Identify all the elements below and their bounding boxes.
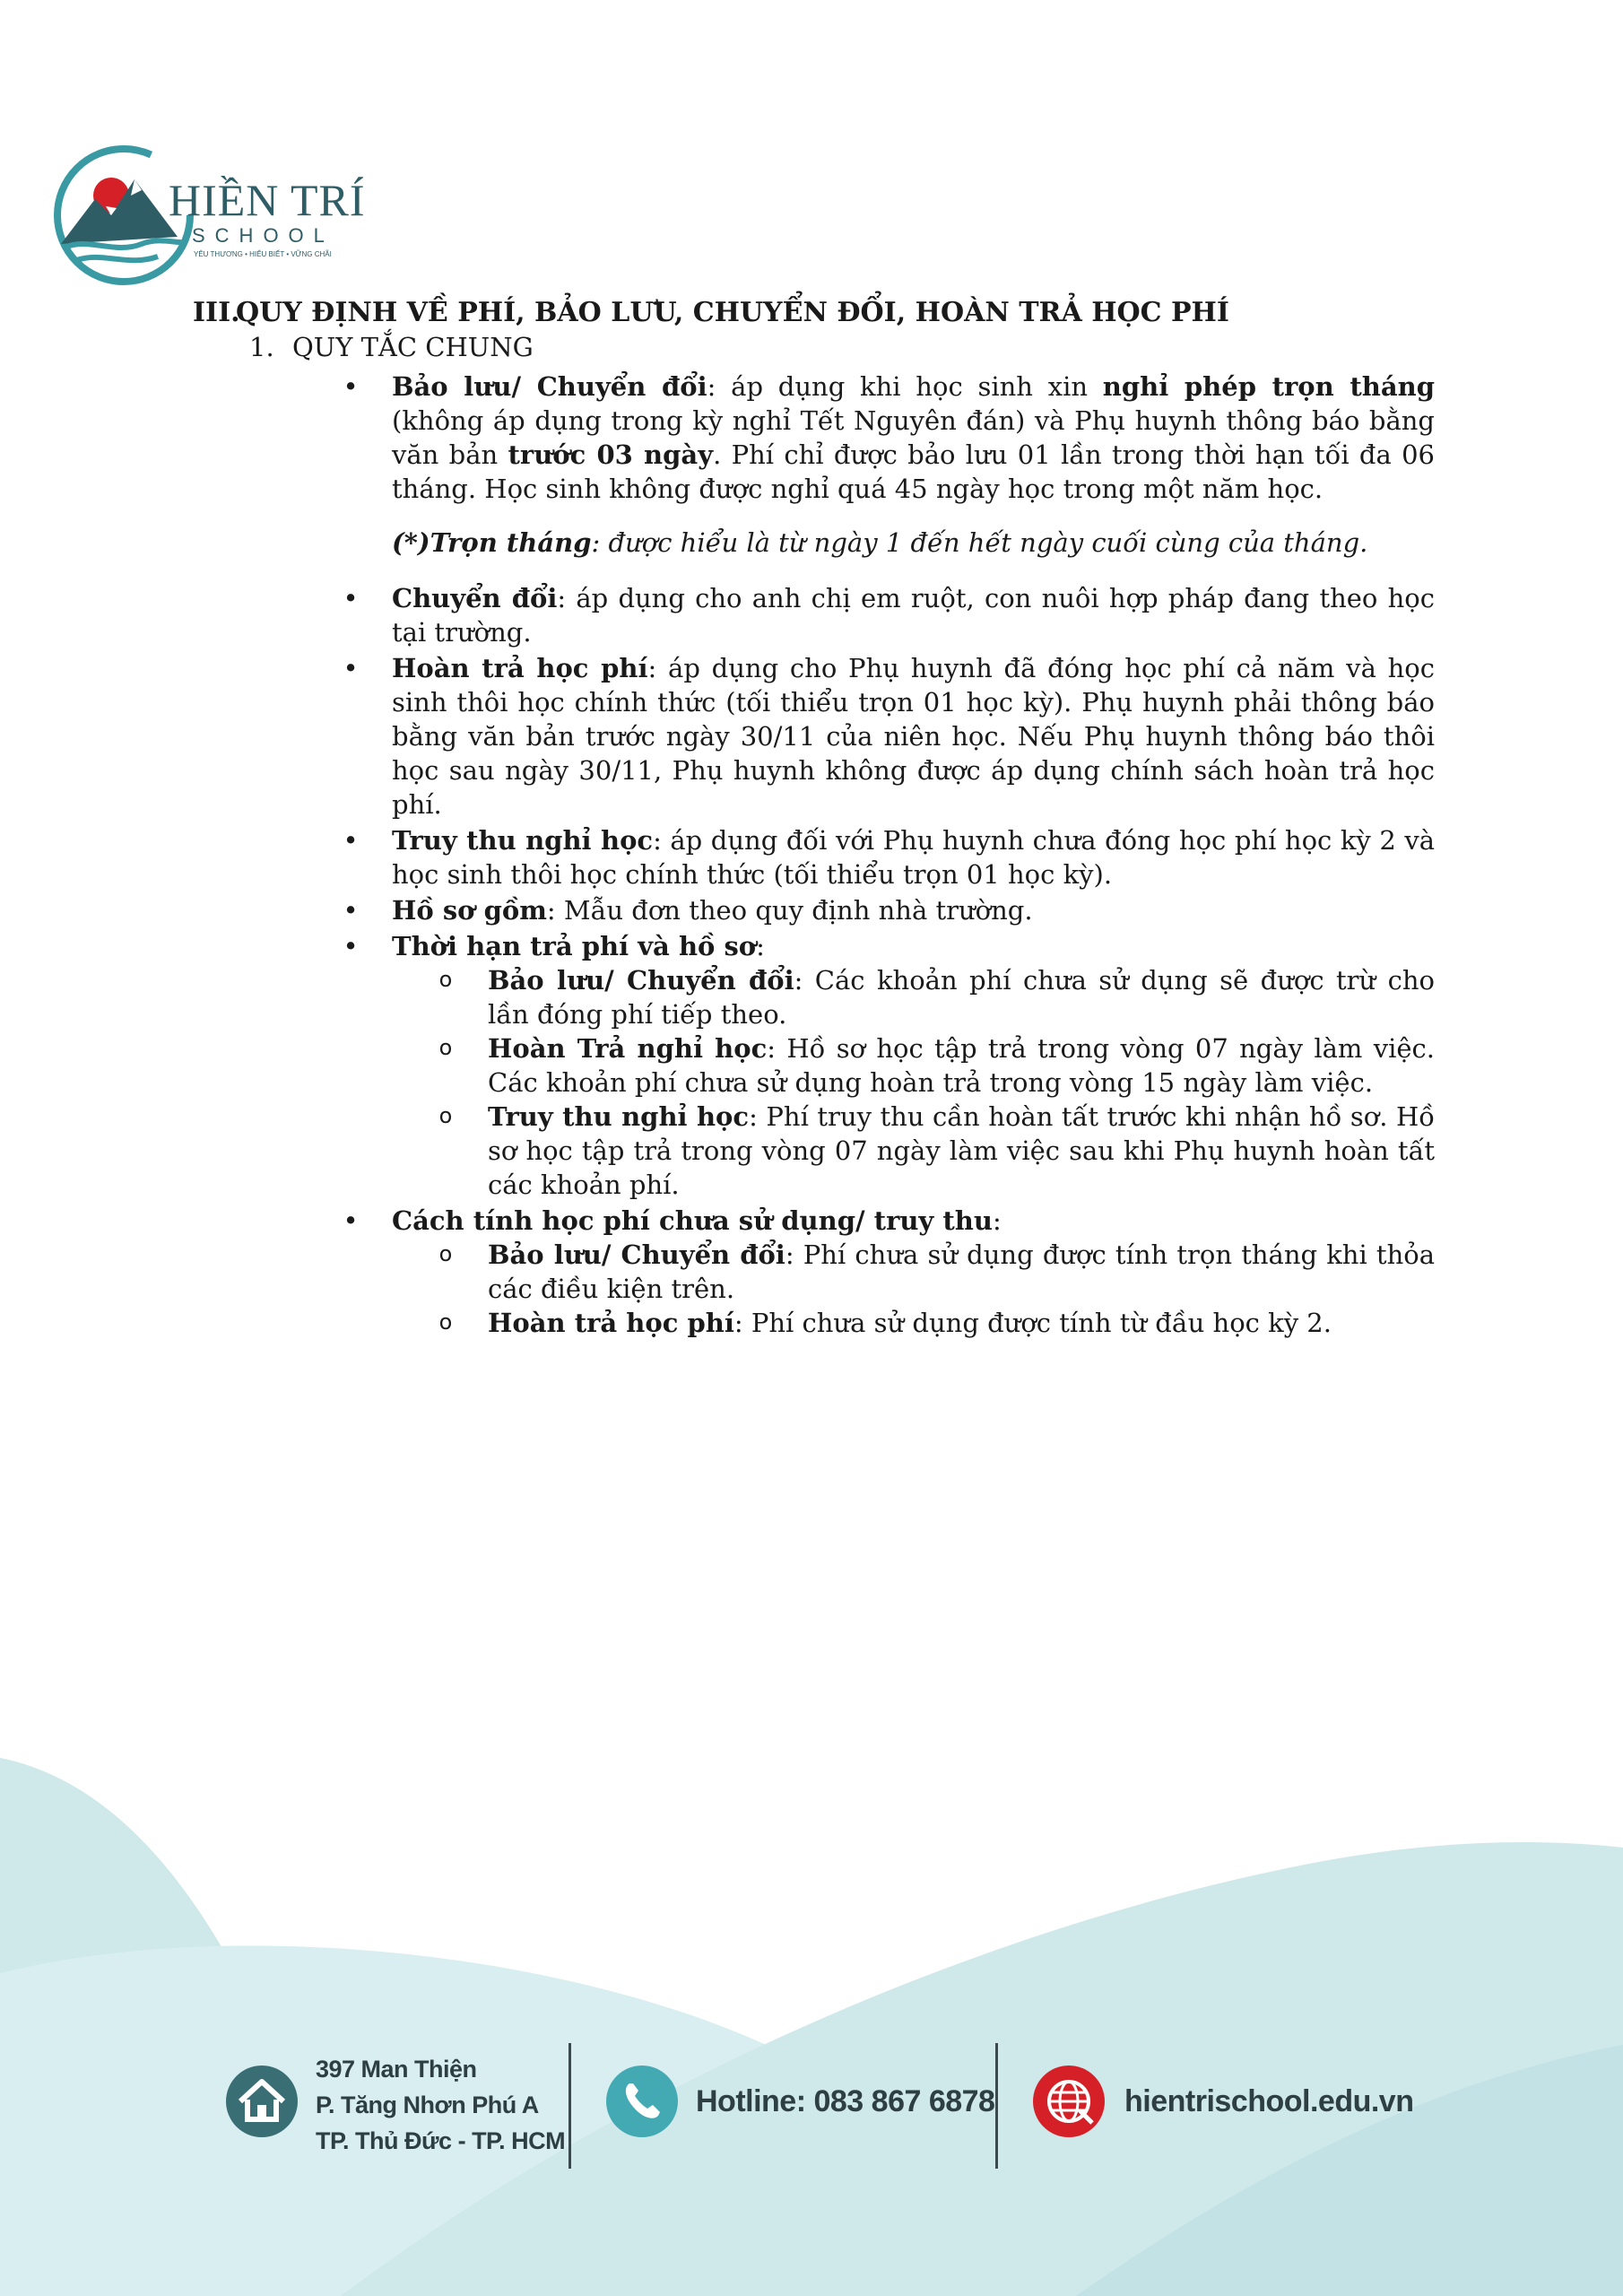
bullet: • [343,931,359,961]
sub-item [438,1306,1435,1340]
item-label: Hoàn trả học phí [392,653,648,683]
sub-list [392,1238,1435,1340]
home-icon [226,2066,298,2137]
subsection-heading [249,330,1435,364]
sub-bullet: o [438,1103,453,1128]
sub-bullet: o [438,1035,453,1060]
sub-bullet: o [438,1241,453,1266]
hotline-text[interactable]: Hotline: 083 867 6878 [696,2084,995,2118]
school-logo [52,144,375,287]
full-month-note [392,526,1435,560]
sub-list [392,963,1435,1202]
list-item-thoi-han [343,929,1436,1202]
address-line-2: P. Tăng Nhơn Phú A [316,2092,539,2118]
item-text: : [756,931,765,961]
item-label: Bảo lưu/ Chuyển đổi [392,371,707,402]
note-label: (*)Trọn tháng [392,527,592,558]
item-text: : Mẫu đơn theo quy định nhà trường. [546,895,1033,926]
address-line-3: TP. Thủ Đức - TP. HCM [316,2127,566,2154]
logo-name: HIỀN TRÍ [169,175,366,225]
note-text: : được hiểu là từ ngày 1 đến hết ngày cuối cùng của tháng. [591,527,1368,558]
sub-item-text: : Các khoản phí chưa sử dụng sẽ được trừ cho lần đóng phí tiếp theo. [488,965,1436,1030]
logo-tagline: YÊU THƯƠNG • HIỂU BIẾT • VỮNG CHÃI [194,250,332,258]
address-line-1: 397 Man Thiện [316,2056,477,2083]
item-label: Truy thu nghỉ học [392,825,654,856]
footer-divider [568,2043,571,2169]
logo-school: SCHOOL [192,224,334,247]
sub-item-text: : Phí chưa sử dụng được tính trọn tháng khi thỏa các điều kiện trên. [488,1239,1435,1304]
sub-item-label: Truy thu nghỉ học [488,1101,750,1132]
sub-item [438,1100,1435,1202]
item-text: : áp dụng cho anh chị em ruột, con nuôi hợp pháp đang theo học tại trường. [392,583,1435,648]
sub-item [438,1031,1435,1100]
list-item-hoan-tra [343,651,1436,822]
background-waves [0,1704,1623,2296]
rules-list [193,370,1435,1340]
sub-bullet: o [438,967,453,992]
section-heading [193,296,1435,330]
item-text: . Phí chỉ được bảo lưu 01 lần trong thời hạn tối đa 06 tháng. Học sinh không được nghỉ quá 45 ngày học trong một năm học. [392,439,1436,504]
item-emphasis: nghỉ phép trọn tháng [1102,371,1436,402]
bullet: • [343,371,359,402]
subsection-title: QUY TẮC CHUNG [292,332,534,362]
subsection-number: 1. [249,332,274,362]
list-item-bao-luu [343,370,1436,560]
list-item-chuyen-doi [343,581,1435,649]
sub-item-label: Bảo lưu/ Chuyển đổi [488,965,794,996]
item-text: : áp dụng khi học sinh xin [707,371,1103,402]
bullet: • [343,895,359,926]
item-emphasis: trước 03 ngày [508,439,714,470]
sub-item [438,963,1436,1031]
footer-divider [995,2043,998,2169]
bullet: • [343,653,359,683]
sub-item-label: Hoàn trả học phí [488,1308,734,1338]
list-item-ho-so [343,893,1435,927]
sub-item-text: : Hồ sơ học tập trả trong vòng 07 ngày làm việc. Các khoản phí chưa sử dụng hoàn trả trong vòng 15 ngày làm việc. [488,1033,1435,1098]
section-number: III. [193,297,240,328]
bullet: • [343,583,359,613]
section-title: QUY ĐỊNH VỀ PHÍ, BẢO LƯU, CHUYỂN ĐỔI, HOÀN TRẢ HỌC PHÍ [236,297,1229,328]
sub-item-label: Hoàn Trả nghỉ học [488,1033,768,1064]
item-label: Chuyển đổi [392,583,558,613]
website-link[interactable]: hientrischool.edu.vn [1124,2084,1414,2118]
list-item-cach-tinh [343,1204,1435,1340]
item-label: Hồ sơ gồm [392,895,547,926]
contact-footer [0,2027,1623,2179]
globe-icon [1033,2066,1105,2137]
phone-icon [606,2066,678,2137]
sub-item [438,1238,1435,1306]
sub-bullet: o [438,1309,453,1335]
sub-item-label: Bảo lưu/ Chuyển đổi [488,1239,785,1270]
item-text: : [992,1205,1002,1236]
item-text: (không áp dụng trong kỳ nghỉ Tết Nguyên đán) và Phụ huynh thông báo bằng văn bản [392,405,1435,470]
document-body [193,296,1435,1342]
item-text: : áp dụng đối với Phụ huynh chưa đóng học phí học kỳ 2 và học sinh thôi học chính thức (tối thiểu trọn 01 học kỳ). [392,825,1435,890]
sub-item-text: : Phí chưa sử dụng được tính từ đầu học kỳ 2. [733,1308,1332,1338]
list-item-truy-thu [343,823,1435,891]
item-text: : áp dụng cho Phụ huynh đã đóng học phí cả năm và học sinh thôi học chính thức (tối thiểu trọn 01 học kỳ). Phụ huynh phải thông báo bằng văn bản trước ngày 30/11 của niên học. Nếu Phụ huynh thông báo thôi học sau ngày 30/11, Phụ huynh không được áp dụng chính sách hoàn trả học phí. [392,653,1436,820]
item-label: Thời hạn trả phí và hồ sơ [392,931,757,961]
bullet: • [343,825,359,856]
sub-item-text: : Phí truy thu cần hoàn tất trước khi nhận hồ sơ. Hồ sơ học tập trả trong vòng 07 ngày làm việc sau khi Phụ huynh hoàn tất các khoản phí. [488,1101,1435,1200]
item-label: Cách tính học phí chưa sử dụng/ truy thu [392,1205,993,1236]
bullet: • [343,1205,359,1236]
